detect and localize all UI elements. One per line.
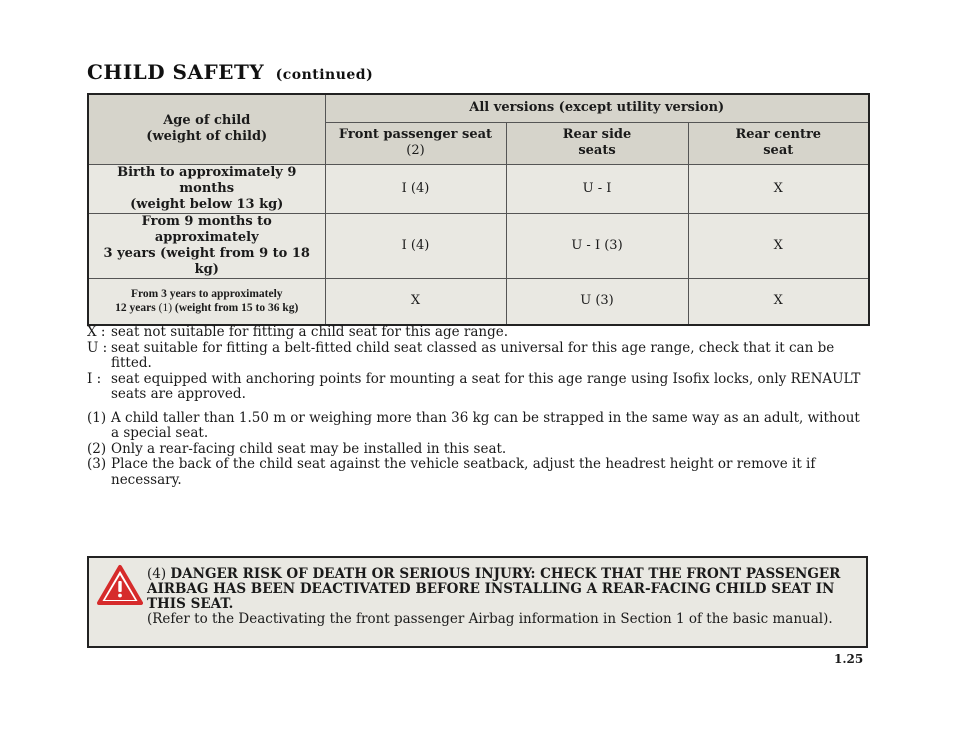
page-title <box>87 60 373 84</box>
table-cell: U - I <box>506 164 688 213</box>
table-cell: U - I (3) <box>506 213 688 278</box>
legend-section <box>87 325 867 488</box>
legend-item <box>87 325 867 341</box>
table-cell: U (3) <box>506 278 688 325</box>
legend-key: I : <box>87 370 102 387</box>
table-cell: X <box>325 278 506 325</box>
legend-text: seat suitable for fitting a belt-fitted child seat classed as universal for this age range, check that it can be fitted. <box>111 339 835 371</box>
column-header-line1: Rear centre <box>735 127 822 142</box>
row-label-line2: (weight below 13 kg) <box>130 196 284 212</box>
column-header-rear-centre <box>688 122 869 164</box>
legend-item <box>87 372 867 403</box>
warning-bold: DANGER RISK OF DEATH OR SERIOUS INJURY: CHECK THAT THE FRONT PASSENGER AIRBAG HAS BEEN DEACTIVATED BEFORE INSTALLING A REAR-FACING CHILD SEAT IN THIS SEAT. <box>147 566 841 612</box>
warning-box <box>87 556 868 648</box>
note-key: (2) <box>87 440 107 457</box>
age-header <box>88 94 325 164</box>
table-row <box>88 278 869 325</box>
title-suffix: (continued) <box>275 67 374 83</box>
row-label-line1: From 9 months to approximately <box>141 213 272 245</box>
child-seat-table <box>87 93 870 326</box>
note-key: (1) <box>87 409 107 426</box>
page-number: 1.25 <box>834 652 864 666</box>
row-label <box>88 213 325 278</box>
row-label-line1: Birth to approximately 9 months <box>117 164 297 196</box>
row-label <box>88 278 325 325</box>
column-header-rear-side <box>506 122 688 164</box>
title-text: CHILD SAFETY <box>87 60 265 84</box>
column-header-line1: Front passenger seat <box>338 127 493 142</box>
note-text: Place the back of the child seat against the vehicle seatback, adjust the headrest height or remove it if necessary. <box>111 456 816 488</box>
legend-key: U : <box>87 339 108 356</box>
row-label-ref: (1) <box>158 302 173 315</box>
legend-text: seat not suitable for fitting a child seat for this age range. <box>111 324 509 340</box>
note-item <box>87 442 867 458</box>
row-label-part: 12 years <box>115 302 156 315</box>
table-cell: I (4) <box>325 213 506 278</box>
note-key: (3) <box>87 456 107 472</box>
table-cell: I (4) <box>325 164 506 213</box>
table-row <box>88 164 869 213</box>
column-header-line2: seats <box>578 143 616 158</box>
table-cell: X <box>688 164 869 213</box>
notes-section <box>87 411 867 489</box>
age-header-line2: (weight of child) <box>146 129 268 145</box>
table-cell: X <box>688 278 869 325</box>
legend-key: X : <box>87 324 106 340</box>
warning-triangle-icon <box>97 564 143 606</box>
versions-header: All versions (except utility version) <box>325 94 869 122</box>
age-header-line1: Age of child <box>163 113 251 129</box>
legend-item <box>87 341 867 372</box>
note-item <box>87 411 867 442</box>
row-label-line2 <box>91 301 323 315</box>
row-label <box>88 164 325 213</box>
note-item <box>87 457 867 488</box>
row-label-line2: 3 years (weight from 9 to 18 kg) <box>103 245 310 277</box>
legend-text: seat equipped with anchoring points for mounting a seat for this age range using Isofix locks, only RENAULT seats are approved. <box>111 370 861 402</box>
table-cell: X <box>688 213 869 278</box>
table-row <box>88 213 869 278</box>
column-header-front <box>325 122 506 164</box>
note-text: Only a rear-facing child seat may be installed in this seat. <box>111 440 507 457</box>
row-label-part: (weight from 15 to 36 kg) <box>174 302 299 315</box>
column-header-line1: Rear side <box>562 127 632 142</box>
note-text: A child taller than 1.50 m or weighing more than 36 kg can be strapped in the same way as an adult, without a special seat. <box>111 409 860 441</box>
column-header-line2: seat <box>763 143 794 158</box>
warning-ref: (4) <box>147 566 167 582</box>
row-label-line1: From 3 years to approximately <box>130 288 283 301</box>
warning-text <box>147 567 856 627</box>
warning-note: (Refer to the Deactivating the front passenger Airbag information in Section 1 of the basic manual). <box>147 611 833 627</box>
column-header-line2: (2) <box>406 143 425 158</box>
